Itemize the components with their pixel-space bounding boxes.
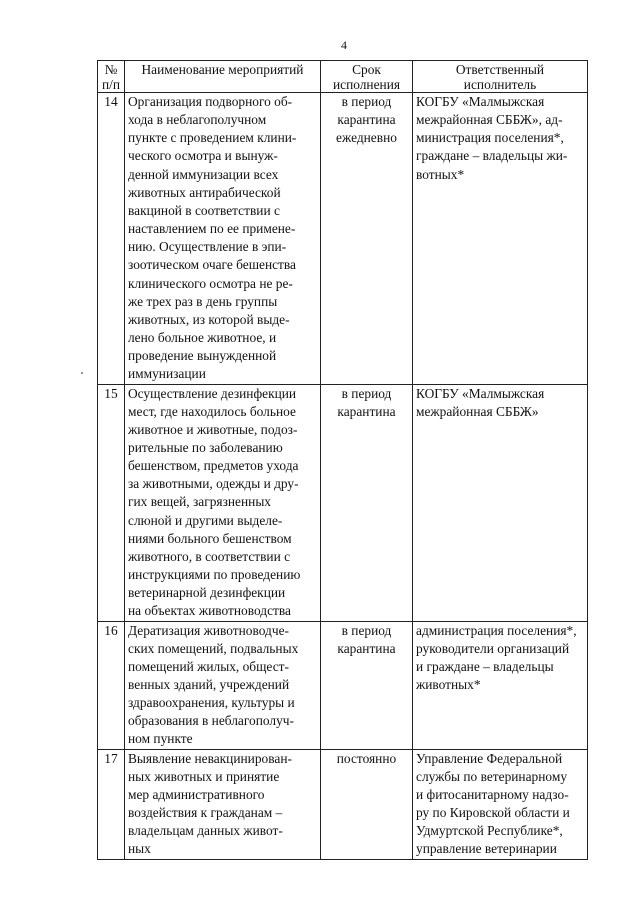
activity-cell-line: рительные по заболеванию	[128, 439, 283, 455]
activity-cell-line: венных зданий, учреждений	[128, 677, 290, 692]
activity-cell-line: ческого осмотра и вынуж-	[128, 148, 278, 164]
activity-cell-line: Организация подворного об-	[128, 94, 293, 109]
activities-table	[97, 60, 588, 860]
activity-cell-line: слюной и другими выделе-	[128, 512, 283, 528]
activity-cell-line: воздействия к гражданам –	[128, 805, 283, 821]
executor-cell-line: и граждане – владельцы	[416, 658, 554, 674]
table-row	[98, 621, 588, 749]
activity-cell-line: нию. Осуществление в эпи-	[128, 239, 287, 255]
row-number: 15	[98, 384, 125, 621]
term-cell-line: в период	[341, 385, 392, 401]
executor-cell	[413, 93, 588, 385]
activity-cell-line: денной иммунизации всех	[128, 166, 279, 182]
executor-cell-line: руководители организаций	[416, 640, 570, 656]
activity-cell-line: ских помещений, подвальных	[128, 640, 299, 656]
header-activity: Наименование мероприятий	[125, 61, 321, 93]
activity-cell-line: животных антирабической	[128, 184, 281, 200]
term-cell	[321, 384, 413, 621]
executor-cell-line: службы по ветеринарному	[416, 768, 568, 784]
activity-cell-line: за животными, одежды и дру-	[128, 476, 299, 492]
activity-cell-line: помещений жилых, общест-	[128, 658, 289, 674]
executor-cell-line: межрайонная СББЖ», ад-	[416, 112, 563, 128]
executor-cell	[413, 384, 588, 621]
term-cell-line: карантина	[337, 403, 396, 419]
activity-cell-line: вакциной в соответствии с	[128, 202, 280, 218]
table-header-row	[98, 61, 588, 93]
row-number: 17	[98, 749, 125, 859]
executor-cell-line: ру по Кировской области и	[416, 805, 570, 821]
activity-cell-line: мер административного	[128, 786, 265, 802]
header-executor: Ответственный исполнитель	[413, 61, 588, 93]
executor-cell-line: министрация поселения*,	[416, 130, 564, 146]
activity-cell-line: Выявление невакцинирован-	[128, 750, 292, 766]
activity-cell-line: здравоохранения, культуры и	[128, 695, 295, 711]
executor-cell-line: КОГБУ «Малмыжская	[416, 94, 545, 109]
activity-cell-line: зоотическом очаге бешенства	[128, 257, 297, 273]
activity-cell-line: на объектах животноводства	[128, 603, 291, 619]
page-number: 4	[341, 38, 347, 52]
activity-cell-line: мест, где находилось больное	[128, 403, 296, 419]
executor-cell-line: Управление Федеральной	[416, 750, 563, 766]
table-row	[98, 749, 588, 859]
activity-cell-line: ном пункте	[128, 731, 193, 747]
activity-cell-line: животных, из которой выде-	[128, 311, 290, 327]
activity-cell-line: ных	[128, 841, 151, 857]
activity-cell-line: хода в неблагополучном	[128, 112, 267, 128]
executor-cell-line: управление ветеринарии	[416, 841, 557, 857]
executor-cell-line: граждане – владельцы жи-	[416, 148, 568, 164]
executor-cell-line: вотных*	[416, 166, 465, 182]
table-row	[98, 384, 588, 621]
term-cell-line: карантина	[337, 112, 396, 128]
activity-cell-line: владельцам данных живот-	[128, 823, 283, 839]
activity-cell-line: клинического осмотра не ре-	[128, 275, 293, 291]
activity-cell-line: ных животных и принятие	[128, 768, 280, 784]
executor-cell-line: межрайонная СББЖ»	[416, 403, 539, 419]
executor-cell-line: Удмуртской Республике*,	[416, 823, 563, 839]
executor-cell-line: и фитосанитарному надзо-	[416, 786, 569, 802]
activity-cell-line: бешенством, предметов ухода	[128, 458, 299, 474]
activity-cell-line: наставлением по ее примене-	[128, 221, 296, 237]
term-cell-line: постоянно	[336, 750, 397, 766]
executor-cell-line: животных*	[416, 677, 481, 692]
term-cell	[321, 93, 413, 385]
row-number: 16	[98, 621, 125, 749]
activity-cell-line: проведение вынужденной	[128, 348, 277, 364]
activity-cell	[125, 621, 321, 749]
header-term: Срок исполнения	[321, 61, 413, 93]
activity-cell-line: животное и животные, подоз-	[128, 421, 298, 437]
term-cell-line: ежедневно	[336, 130, 397, 146]
activity-cell-line: лено больное животное, и	[128, 330, 277, 346]
executor-cell	[413, 621, 588, 749]
executor-cell-line: КОГБУ «Малмыжская	[416, 385, 545, 401]
activity-cell	[125, 93, 321, 385]
header-num: № п/п	[98, 61, 125, 93]
scan-speck	[81, 372, 83, 374]
activity-cell-line: ниями больного бешенством	[128, 530, 292, 546]
activity-cell-line: же трех раз в день группы	[128, 293, 278, 309]
executor-cell-line: администрация поселения*,	[416, 622, 577, 638]
term-cell	[321, 749, 413, 859]
term-cell	[321, 621, 413, 749]
activity-cell-line: Осуществление дезинфекции	[128, 385, 297, 401]
activity-cell-line: пункте с проведением клини-	[128, 130, 297, 146]
term-cell-line: карантина	[337, 640, 396, 656]
row-number: 14	[98, 93, 125, 385]
term-cell-line: в период	[341, 622, 392, 638]
activity-cell-line: животного, в соответствии с	[128, 548, 291, 564]
activity-cell-line: ветеринарной дезинфекции	[128, 585, 286, 601]
table-row	[98, 93, 588, 385]
activity-cell-line: гих вещей, загрязненных	[128, 494, 272, 510]
term-cell-line: в период	[341, 94, 392, 109]
activity-cell-line: Дератизация животноводче-	[128, 622, 289, 638]
activity-cell	[125, 384, 321, 621]
activity-cell-line: образования в неблагополуч-	[128, 713, 294, 729]
activity-cell-line: иммунизации	[128, 366, 206, 382]
activity-cell-line: инструкциями по проведению	[128, 567, 301, 583]
executor-cell	[413, 749, 588, 859]
activity-cell	[125, 749, 321, 859]
